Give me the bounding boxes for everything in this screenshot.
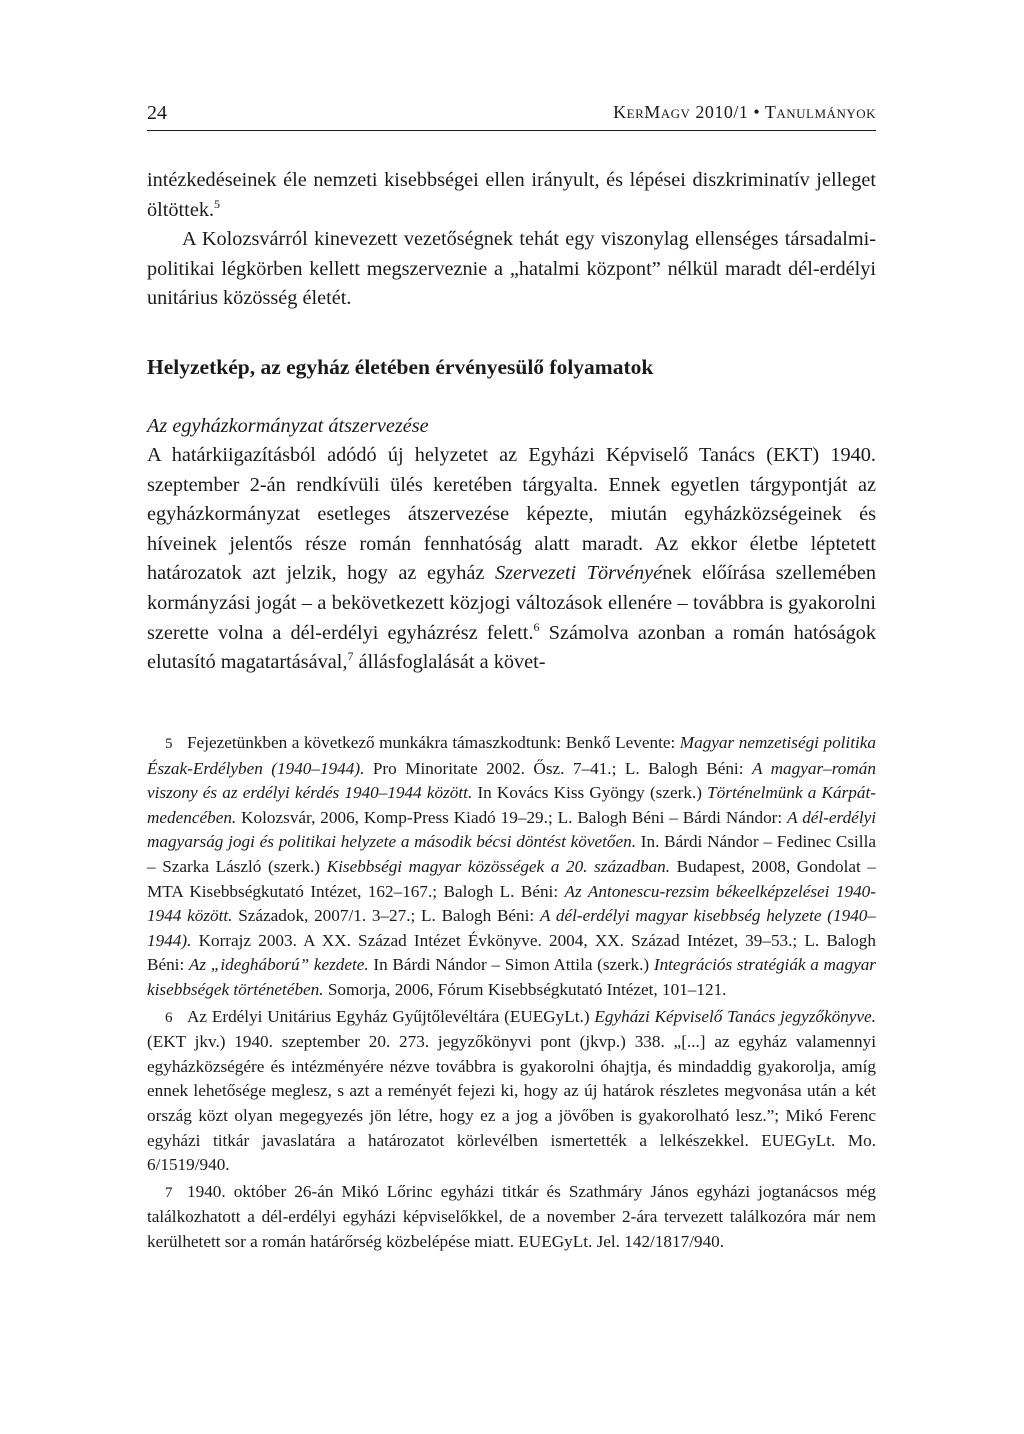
section-paragraph: A határkiigazításból adódó új helyzetet az Egyházi Képviselő Tanács (EKT) 1940. szeptember 2-án rendkívüli ülés keretében tárgyalta. Ennek egyetlen tárgypontját az egyházkormányzat esetleges átszervezése képezte, miután egyházközségeinek és híveinek jelentős része román fennhatóság alatt maradt. Az ekkor életbe léptetett határozatok azt jelzik, hogy az egyház Szervezeti Törvényének előírása szellemében kormányzási jogát – a bekövetkezett közjogi változások ellenére – továbbra is gyakorolni szerette volna a dél-erdélyi egyházrész felett.$^6$ Számolva azonban a román hatóságok elutasító magatartásával,$^7$ állásfoglalását a követ- — [147, 444, 876, 674]
footnote-7: 7 1940. október 26-án Mikó Lőrinc egyházi titkár és Szathmáry János egyházi jogtanácsos még találkozhatott a dél-erdélyi egyházi képviselőkkel, de a november 2-ára tervezett találkozóra már nem kerülhetett sor a román határőrség közbelépése miatt. EUEGyLt. Jel. 142/1817/940. — [147, 1181, 876, 1251]
sub-heading: Az egyházkormányzat átszervezése — [147, 415, 429, 437]
footnote-ref-5[interactable]: 5 — [214, 196, 221, 211]
footnote-ref-6[interactable]: 6 — [533, 619, 540, 634]
intro-paragraph-1: intézkedéseinek éle nemzeti kisebbségei ellen irányult, és lépései diszkriminatív jelleget öltöttek.$^5$ — [147, 169, 876, 221]
intro-text — [147, 166, 876, 314]
section-heading: Helyzetkép, az egyház életében érvényesülő folyamatok — [147, 355, 654, 379]
page-header — [147, 96, 876, 131]
footnote-6: 6 Az Erdélyi Unitárius Egyház Gyűjtőlevéltára (EUEGyLt.) Egyházi Képviselő Tanács jegyzőkönyve. (EKT jkv.) 1940. szeptember 20. 273. jegyzőkönyvi pont (jkvp.) 338. „[...] az egyház valamennyi egyházközségére és intézményére nézve továbbra is gyakorolni óhajtja, és mindaddig gyakorolja, amíg ennek lehetősége meglesz, s azt a reményét fejezi ki, hogy az új határok részletes megvonása után a két ország közt olyan megegyezés jön létre, hogy ez a jog a jövőben is gyakorolható lesz.”; Mikó Ferenc egyházi titkár javaslatára a határozatot körlevélben ismertették a lelkészekkel. EUEGyLt. Mo. 6/1519/940. — [147, 1006, 876, 1175]
page-number: 24 — [147, 102, 167, 124]
footnote-5: 5 Fejezetünkben a következő munkákra támaszkodtunk: Benkő Levente: Magyar nemzetiségi politika Észak-Erdélyben (1940–1944). Pro Minoritate 2002. Ősz. 7–41.; L. Balogh Béni: A magyar–román viszony és az erdélyi kérdés 1940–1944 között. In Kovács Kiss Gyöngy (szerk.) Történelmünk a Kárpát-medencében. Kolozsvár, 2006, Komp-Press Kiadó 19–29.; L. Balogh Béni – Bárdi Nándor: A dél-erdélyi magyarság jogi és politikai helyzete a második bécsi döntést követően. In. Bárdi Nándor – Fedinec Csilla – Szarka László (szerk.) Kisebbségi magyar közösségek a 20. században. Budapest, 2008, Gondolat – MTA Kisebbségkutató Intézet, 162–167.; Balogh L. Béni: Az Antonescu-rezsim békeelképzelései 1940-1944 között. Századok, 2007/1. 3–27.; L. Balogh Béni: A dél-erdélyi magyar kisebbség helyzete (1940–1944). Korrajz 2003. A XX. Század Intézet Évkönyve. 2004, XX. Század Intézet, 39–53.; L. Balogh Béni: Az „idegháború” kezdete. In Bárdi Nándor – Simon Attila (szerk.) Integrációs stratégiák a magyar kisebbségek történetében. Somorja, 2006, Fórum Kisebbségkutató Intézet, 101–121. — [147, 733, 876, 999]
footnotes — [147, 731, 876, 1256]
footnote-ref-7[interactable]: 7 — [347, 649, 354, 664]
intro-paragraph-2: A Kolozsvárról kinevezett vezetőségnek tehát egy viszonylag ellenséges társadalmi-politikai légkörben kellett megszerveznie a „hatalmi központ” nélkül maradt dél-erdélyi unitárius közösség életét. — [147, 228, 876, 310]
running-title: KerMagv 2010/1 • Tanulmányok — [613, 102, 876, 122]
